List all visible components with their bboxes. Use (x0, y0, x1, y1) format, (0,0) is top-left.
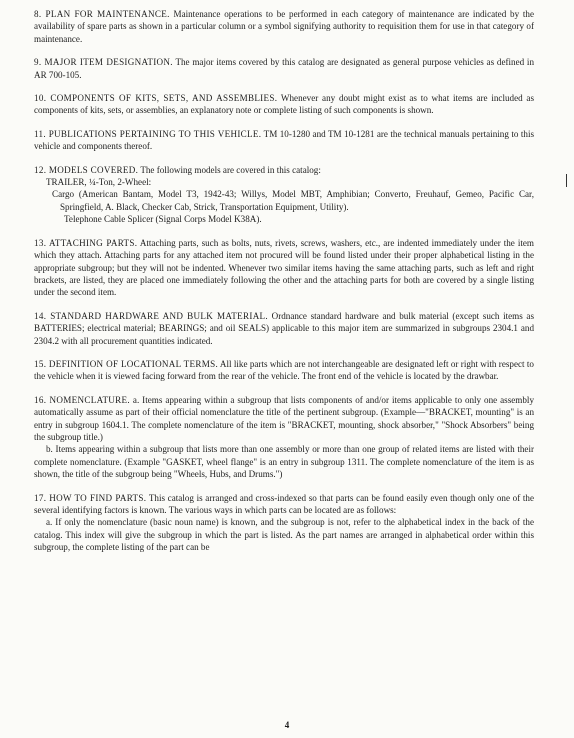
paragraph-heading: 13. ATTACHING PARTS. (34, 237, 138, 248)
model-trailer-line: TRAILER, ¼-Ton, 2-Wheel: (46, 177, 152, 188)
paragraph-10 (34, 92, 534, 117)
paragraph-text: Whenever any doubt might exist as to what items are included as components of kits, sets, or assemblies, an explanatory note or complete listing of such components is shown. (34, 93, 535, 116)
paragraph-17 (34, 492, 534, 554)
paragraph-heading: 9. MAJOR ITEM DESIGNATION. (34, 57, 173, 68)
paragraph-text-a: a. If only the nomenclature (basic noun name) is known, and the subgroup is not, refer to the alphabetical index in the back of the catalog. This index will give the subgroup in which the part is listed. As the part names are arranged in alphabetical order within this subgroup, the complete listing of the part can be (34, 517, 534, 553)
paragraph-text-a: a. Items appearing within a subgroup that lists components of and/or items applicable to only one assembly automatically assume as part of their official nomenclature the title of the pertinent subgroup. (Example—"BRACKET, mounting" is an entry in subgroup 1604.1. The complete nomenclature of the item is "BRACKET, mounting, shock absorber," "Shock Absorbers" being the subgroup title.) (34, 394, 534, 442)
paragraph-text-b: b. Items appearing within a subgroup that lists more than one assembly or more than one group of related items are listed with their complete nomenclature. (Example "GASKET, wheel flange" is an entry in subgroup 1311. The complete nomenclature of the item is as shown, the title of the subgroup being "Wheels, Hubs, and Drums.") (34, 444, 534, 480)
paragraph-heading: 8. PLAN FOR MAINTENANCE. (34, 9, 170, 19)
paragraph-text: Attaching parts, such as bolts, nuts, rivets, screws, washers, etc., are indented immediately under the item which they attach. Attaching parts for any attached item not procured will be found listed under their proper alphabetical listing in the appropriate subgroup; but they will not be indented. Whenever two similar items having the same attaching parts, such as left and right brackets, are listed, they are placed one immediately following the other and the attaching parts for both are covered by a single listing under the second item. (34, 237, 534, 298)
model-cargo-line: Cargo (American Bantam, Model T3, 1942-43; Willys, Model MBT, Amphibian; Converto, Freuhauf, Gemeo, Pacific Car, Springfield, A. Black, Checker Cab, Strick, Transportation Equipment, Utility). (52, 189, 534, 212)
margin-mark (566, 174, 567, 187)
paragraph-heading: 12. MODELS COVERED. (34, 164, 139, 175)
paragraph-9 (34, 56, 534, 81)
page-number: 4 (284, 720, 290, 730)
paragraph-text: TM 10-1280 and TM 10-1281 are the technical manuals pertaining to this vehicle and components thereof. (34, 128, 535, 152)
paragraph-text: This catalog is arranged and cross-indexed so that parts can be found easily even though only one of the several identifying factors is known. The various ways in which parts can be located are as follows: (34, 492, 535, 515)
paragraph-text: Maintenance operations to be performed in each category of maintenance are indicated by the availability of spare parts as shown in a particular column or a symbol signifying authority to requisition them for use in that category of maintenance. (34, 9, 534, 44)
paragraph-heading: 15. DEFINITION OF LOCATIONAL TERMS. (34, 358, 219, 369)
paragraph-text: Ordnance standard hardware and bulk material (except such items as BATTERIES; electrical material; BEARINGS; and oil SEALS) applicable to this major item are summarized in subgroups 2304.1 and 2304.2 with all procurement quantities indicated. (34, 310, 534, 346)
paragraph-16 (34, 394, 534, 481)
paragraph-8 (34, 8, 534, 45)
paragraph-14 (34, 310, 534, 347)
paragraph-13 (34, 237, 534, 299)
paragraph-heading: 10. COMPONENTS OF KITS, SETS, AND ASSEMBLIES. (34, 93, 278, 104)
paragraph-heading: 14. STANDARD HARDWARE AND BULK MATERIAL. (34, 310, 268, 321)
paragraph-heading: 17. HOW TO FIND PARTS. (34, 492, 147, 503)
paragraph-15 (34, 358, 534, 383)
paragraph-heading: 11. PUBLICATIONS PERTAINING TO THIS VEHICLE. (34, 128, 262, 139)
paragraph-12 (34, 164, 534, 226)
paragraph-text: The following models are covered in this catalog: (140, 164, 321, 175)
paragraph-text: All like parts which are not interchangeable are designated left or right with respect to the vehicle when it is viewed facing forward from the rear of the vehicle. The front end of the vehicle is located by the drawbar. (34, 358, 534, 382)
paragraph-11 (34, 128, 534, 153)
paragraph-text: The major items covered by this catalog are designated as general purpose vehicles as defined in AR 700-105. (34, 57, 534, 80)
paragraph-heading: 16. NOMENCLATURE. (34, 394, 130, 405)
model-splicer-line: Telephone Cable Splicer (Signal Corps Model K38A). (64, 214, 262, 225)
